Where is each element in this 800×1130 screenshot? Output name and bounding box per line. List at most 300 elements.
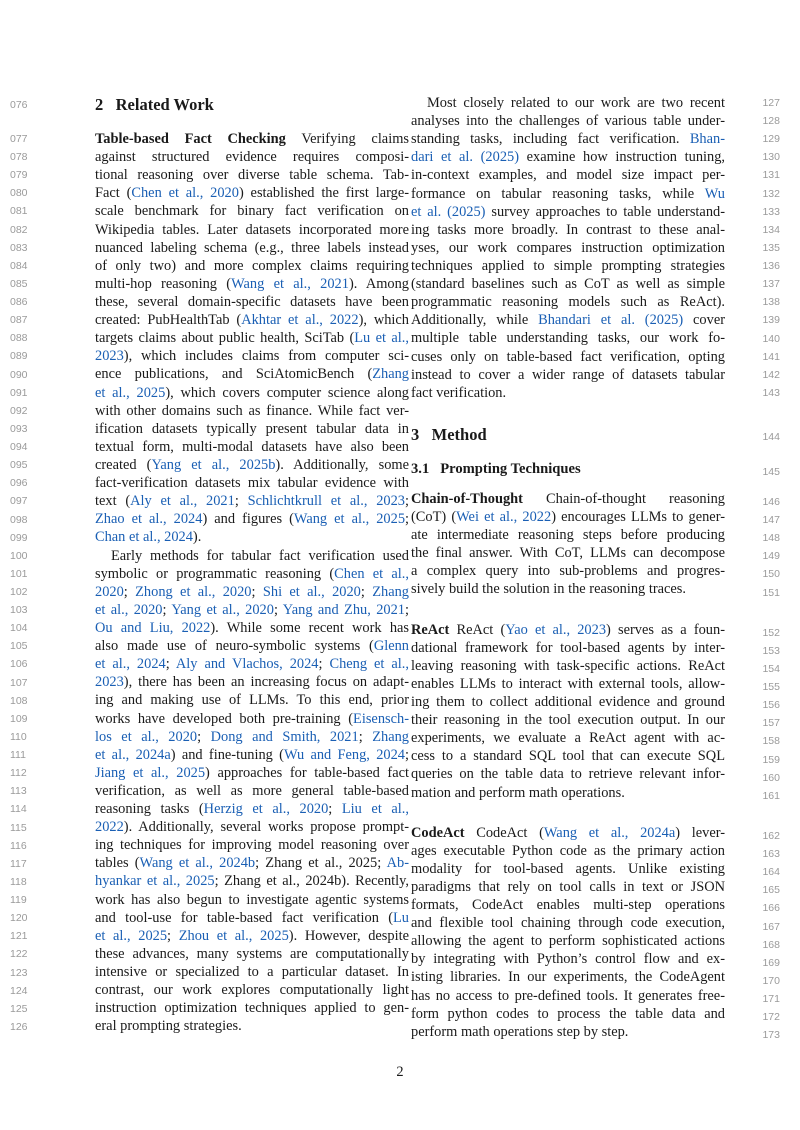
citation-link[interactable]: et al., 2024a bbox=[95, 746, 171, 763]
text-line bbox=[411, 239, 725, 257]
text-span: Fact ( bbox=[95, 185, 132, 202]
text-line bbox=[95, 854, 409, 872]
text-line bbox=[411, 968, 725, 986]
subsection-heading-prompting bbox=[411, 460, 725, 479]
line-number: 094 bbox=[10, 441, 28, 454]
line-number: 099 bbox=[10, 531, 28, 544]
text-span: examine how instruction tuning, bbox=[519, 149, 725, 166]
line-number: 116 bbox=[10, 839, 27, 852]
line-number: 133 bbox=[762, 205, 780, 218]
text-span: ; bbox=[197, 728, 211, 745]
citation-link[interactable]: Wu and Feng, 2024 bbox=[283, 746, 405, 763]
text-span: ing tasks more broadly. In contrast to these anal- bbox=[411, 221, 725, 238]
text-span: has no access to pre-defined tools. It generates free- bbox=[411, 987, 725, 1004]
text-line bbox=[411, 765, 725, 783]
text-line bbox=[411, 185, 725, 203]
text-line bbox=[95, 510, 409, 528]
citation-link[interactable]: Chen et al., bbox=[334, 565, 409, 582]
text-line bbox=[95, 691, 409, 709]
text-span: cuses only on table-based fact verification, opting bbox=[411, 348, 725, 365]
text-line bbox=[95, 800, 409, 818]
text-line bbox=[411, 639, 725, 657]
line-number: 103 bbox=[10, 604, 28, 617]
text-line bbox=[411, 293, 725, 311]
text-span: leaving reasoning with task-specific actions. ReAct bbox=[411, 657, 725, 674]
line-number: 162 bbox=[762, 829, 780, 842]
text-span: these advances, many systems are computationally bbox=[95, 945, 409, 962]
text-line bbox=[95, 275, 409, 293]
citation-link[interactable]: Aly et al., 2021 bbox=[130, 493, 235, 510]
line-number: 141 bbox=[762, 350, 780, 363]
line-number: 102 bbox=[10, 586, 28, 598]
text-span: ReAct ( bbox=[449, 621, 506, 638]
text-span: ; bbox=[405, 601, 409, 618]
text-span: perform math operations step by step. bbox=[411, 1023, 629, 1040]
text-line bbox=[411, 130, 725, 148]
text-span: ; bbox=[162, 601, 172, 618]
text-line bbox=[411, 221, 725, 239]
line-number: 098 bbox=[10, 513, 28, 526]
text-span: created: PubHealthTab ( bbox=[95, 312, 242, 329]
citation-link[interactable]: Zhao et al., 2024 bbox=[95, 511, 203, 528]
text-line bbox=[411, 348, 725, 366]
citation-link[interactable]: 2022 bbox=[95, 819, 124, 836]
line-number: 093 bbox=[10, 422, 28, 435]
citation-link[interactable]: los et al., 2020 bbox=[95, 728, 198, 745]
text-span: Early methods for tabular fact verification used bbox=[111, 547, 409, 564]
line-number: 096 bbox=[10, 477, 28, 490]
text-line bbox=[95, 184, 409, 202]
text-span: ) encourages LLMs to gener- bbox=[551, 508, 725, 525]
line-number: 087 bbox=[10, 314, 28, 327]
paragraph-table-fact-checking bbox=[95, 130, 409, 547]
text-span: and tool-use for table-based fact verification ( bbox=[95, 909, 393, 926]
text-line bbox=[95, 492, 409, 510]
citation-link[interactable]: Wang et al., 2024b bbox=[139, 855, 256, 872]
line-number: 146 bbox=[762, 496, 780, 508]
line-number: 172 bbox=[762, 1011, 780, 1024]
line-number: 095 bbox=[10, 459, 28, 472]
line-number: 134 bbox=[762, 223, 780, 236]
text-span: and flexible tool chaining through code execution, bbox=[411, 915, 725, 932]
text-span: allowing the agent to perform sophisticated actions bbox=[411, 933, 725, 950]
text-line bbox=[411, 914, 725, 932]
text-span: sively build the solution in the reasoning traces. bbox=[411, 581, 686, 598]
line-number: 161 bbox=[762, 789, 780, 802]
citation-link[interactable]: Schlichtkrull et al., 2023 bbox=[247, 493, 405, 510]
line-number: 089 bbox=[10, 350, 28, 363]
citation-link[interactable]: et al., 2025 bbox=[95, 384, 166, 401]
text-span: contrast, our work explores computationally light bbox=[95, 982, 409, 999]
line-number: 107 bbox=[10, 676, 28, 689]
text-span: Chain-of-thought reasoning bbox=[522, 490, 725, 507]
line-number: 132 bbox=[762, 187, 780, 200]
text-line bbox=[411, 148, 725, 166]
text-span: the final answer. With CoT, LLMs can decompose bbox=[411, 545, 725, 562]
line-number: 118 bbox=[10, 875, 27, 888]
text-span: instead to cover a wider range of datasets tabular bbox=[411, 366, 725, 383]
line-number: 122 bbox=[10, 948, 28, 961]
text-span: paradigms that rely on tool calls in text or JSON bbox=[411, 878, 725, 895]
citation-link[interactable]: Chen et al., 2020 bbox=[131, 185, 239, 202]
text-span: CodeAct ( bbox=[464, 824, 544, 841]
text-line bbox=[411, 747, 725, 765]
text-span: enables LLMs to interact with external tools, allow- bbox=[411, 675, 725, 692]
line-number: 135 bbox=[762, 241, 780, 254]
citation-link[interactable]: Zhong et al., 2020 bbox=[135, 583, 252, 600]
citation-link[interactable]: Wang et al., 2024a bbox=[543, 824, 676, 841]
text-line bbox=[95, 528, 409, 546]
citation-link[interactable]: Yao et al., 2023 bbox=[505, 621, 607, 638]
citation-link[interactable]: Shi et al., 2020 bbox=[262, 583, 361, 600]
citation-link[interactable]: Bhandari et al. (2025) bbox=[538, 312, 684, 329]
subsection-title: Prompting Techniques bbox=[440, 460, 581, 477]
text-span: targets claims about public health, SciTab ( bbox=[95, 330, 355, 347]
text-span: ing and making use of LLMs. To this end, prior bbox=[95, 692, 409, 709]
citation-link[interactable]: Zhang bbox=[372, 583, 409, 600]
text-span: tables ( bbox=[95, 855, 140, 872]
citation-link[interactable]: Herzig et al., 2020 bbox=[203, 801, 329, 818]
text-span: form python codes to process the table data and bbox=[411, 1005, 725, 1022]
citation-link[interactable]: Aly and Vlachos, 2024 bbox=[175, 656, 319, 673]
line-number: 117 bbox=[10, 857, 27, 870]
line-number: 110 bbox=[10, 730, 27, 743]
text-line bbox=[411, 675, 725, 693]
text-span: eral prompting strategies. bbox=[95, 1018, 242, 1035]
paragraph-codeact bbox=[411, 824, 725, 1041]
citation-link[interactable]: et al. (2025) bbox=[411, 203, 486, 220]
citation-link[interactable]: Wang et al., 2021 bbox=[231, 275, 349, 292]
text-span: ing them to collect additional evidence and ground bbox=[411, 693, 725, 710]
text-span: their reasoning in the tool execution output. In our bbox=[411, 712, 725, 729]
text-line bbox=[411, 166, 725, 184]
text-span: ). While some recent work has bbox=[210, 619, 410, 636]
citation-link[interactable]: Wei et al., 2022 bbox=[456, 508, 552, 525]
text-line bbox=[411, 329, 725, 347]
line-number: 105 bbox=[10, 640, 28, 653]
citation-link[interactable]: Zhou et al., 2025 bbox=[178, 927, 289, 944]
text-span: analyses into the challenges of various table under- bbox=[411, 113, 725, 130]
text-span: ), which includes claims from computer sci- bbox=[123, 348, 409, 365]
citation-link[interactable]: 2023 bbox=[95, 348, 124, 365]
line-number: 166 bbox=[762, 902, 780, 915]
citation-link[interactable]: Akhtar et al., 2022 bbox=[241, 312, 359, 329]
text-span: formats, CodeAct enables multi-step operations bbox=[411, 897, 725, 914]
text-line bbox=[95, 836, 409, 854]
text-span: ing techniques for improving model reasoning over bbox=[95, 837, 409, 854]
citation-link[interactable]: Zhang bbox=[372, 728, 409, 745]
text-span: ). However, despite bbox=[288, 927, 409, 944]
text-line bbox=[95, 909, 409, 927]
text-line bbox=[411, 932, 725, 950]
text-span: ; bbox=[328, 801, 342, 818]
line-number: 079 bbox=[10, 169, 28, 182]
paragraph-early-methods bbox=[95, 547, 409, 1036]
citation-link[interactable]: Jiang et al., 2025 bbox=[95, 764, 206, 781]
line-number: 128 bbox=[762, 115, 780, 128]
text-line bbox=[95, 365, 409, 383]
text-span: cess to a standard SQL tool that can execute SQL bbox=[411, 748, 725, 765]
line-number: 136 bbox=[762, 260, 780, 273]
line-number: 127 bbox=[762, 97, 780, 109]
paragraph-related-analyses bbox=[411, 94, 725, 402]
line-number: 084 bbox=[10, 259, 28, 272]
line-number: 123 bbox=[10, 966, 28, 979]
text-span: modality for tool-based agents. Unlike existing bbox=[411, 860, 725, 877]
line-number: 171 bbox=[762, 993, 780, 1005]
text-span: ; bbox=[404, 746, 409, 763]
citation-link[interactable]: Dong and Smith, 2021 bbox=[210, 728, 359, 745]
line-number: 077 bbox=[10, 133, 28, 145]
citation-link[interactable]: Eisensch- bbox=[353, 710, 409, 727]
line-number: 129 bbox=[762, 133, 780, 146]
line-number: 111 bbox=[10, 749, 26, 762]
line-number: 086 bbox=[10, 296, 28, 309]
text-span: in-context examples, and model size impact per- bbox=[411, 167, 725, 184]
text-line bbox=[95, 764, 409, 782]
text-line bbox=[411, 275, 725, 293]
text-span: ) and figures ( bbox=[202, 511, 294, 528]
text-span: ; Zhang et al., 2024b). Recently, bbox=[214, 873, 409, 890]
text-line bbox=[411, 366, 725, 384]
line-number: 088 bbox=[10, 332, 28, 345]
paragraph-title: Chain-of-Thought bbox=[411, 490, 523, 507]
line-number: 156 bbox=[762, 699, 780, 712]
text-line: these, several domain-specific datasets have been bbox=[95, 293, 409, 310]
text-span: (CoT) ( bbox=[411, 508, 457, 525]
line-number: 076 bbox=[10, 99, 28, 111]
text-span: intensive or specialized to a particular dataset. In bbox=[95, 964, 409, 981]
citation-link[interactable]: et al., 2020 bbox=[95, 601, 163, 618]
citation-link[interactable]: Wang et al., 2025 bbox=[293, 511, 406, 528]
text-span: ; Zhang et al., 2025; bbox=[255, 855, 387, 872]
line-number: 151 bbox=[762, 586, 780, 599]
citation-link[interactable]: et al., 2025 bbox=[95, 927, 168, 944]
text-span: ; bbox=[165, 656, 176, 673]
line-number: 170 bbox=[762, 974, 780, 987]
text-line bbox=[95, 710, 409, 728]
citation-link[interactable]: Zhang bbox=[372, 366, 409, 383]
line-number: 153 bbox=[762, 644, 780, 657]
line-number: 149 bbox=[762, 550, 780, 563]
text-span: a complex query into sub-problems and progres- bbox=[411, 563, 725, 580]
text-span: ) established the first large- bbox=[238, 185, 409, 202]
citation-link[interactable]: Yang et al., 2025b bbox=[151, 456, 276, 473]
text-span: ; bbox=[251, 583, 263, 600]
line-number: 080 bbox=[10, 187, 28, 200]
text-line bbox=[95, 456, 409, 474]
citation-link[interactable]: Yang and Zhu, 2021 bbox=[282, 601, 405, 618]
text-line bbox=[411, 878, 725, 896]
text-span: ; bbox=[405, 511, 410, 528]
text-span: formance on tabular reasoning tasks, while bbox=[411, 185, 705, 202]
line-number: 148 bbox=[762, 532, 780, 545]
line-number: 160 bbox=[762, 771, 780, 784]
text-line bbox=[95, 673, 409, 691]
text-line bbox=[411, 842, 725, 860]
citation-link[interactable]: 2020 bbox=[95, 583, 124, 600]
line-number: 097 bbox=[10, 495, 28, 508]
text-line bbox=[411, 860, 725, 878]
line-number: 165 bbox=[762, 884, 780, 897]
text-line bbox=[411, 621, 725, 639]
line-number: 152 bbox=[762, 626, 780, 639]
line-number: 164 bbox=[762, 866, 780, 879]
text-line bbox=[411, 112, 725, 130]
text-span: isting libraries. In our experiments, the CodeAgent bbox=[411, 969, 725, 986]
text-line bbox=[411, 729, 725, 747]
text-line bbox=[411, 693, 725, 711]
text-span: techniques applied to simple prompting strategies bbox=[411, 257, 725, 274]
text-line bbox=[411, 257, 725, 275]
text-line bbox=[95, 329, 409, 347]
citation-link[interactable]: Wu bbox=[704, 185, 725, 202]
text-line bbox=[411, 203, 725, 221]
paragraph-title: Table-based Fact Checking bbox=[95, 131, 286, 147]
citation-link[interactable]: hyankar et al., 2025 bbox=[95, 873, 215, 890]
citation-link[interactable]: 2023 bbox=[95, 674, 124, 691]
citation-link[interactable]: Yang et al., 2020 bbox=[171, 601, 274, 618]
text-span: experiments, we evaluate a ReAct agent with ac- bbox=[411, 730, 725, 747]
text-span: survey approaches to table understand- bbox=[485, 203, 726, 220]
left-column bbox=[95, 94, 409, 1035]
text-line bbox=[411, 562, 725, 580]
text-span: verification, as well as more general table-based bbox=[95, 782, 409, 799]
text-line: against structured evidence requires composi- bbox=[95, 149, 409, 166]
text-line bbox=[411, 711, 725, 729]
line-number: 159 bbox=[762, 753, 780, 766]
line-number: 090 bbox=[10, 368, 28, 381]
subsection-number: 3.1 bbox=[411, 460, 430, 477]
text-span: Additionally, while bbox=[411, 312, 539, 329]
line-number: 137 bbox=[762, 278, 780, 291]
text-span: dational framework for tool-based agents by inter- bbox=[411, 639, 725, 656]
citation-link[interactable]: Liu et al., bbox=[341, 801, 409, 818]
text-line bbox=[95, 891, 409, 909]
text-span: multi-hop reasoning ( bbox=[95, 275, 232, 292]
citation-link[interactable]: Bhan- bbox=[689, 131, 725, 148]
text-line bbox=[95, 728, 409, 746]
text-span: programmatic reasoning models such as ReAct). bbox=[411, 294, 725, 311]
text-line bbox=[411, 784, 725, 802]
text-line bbox=[411, 311, 725, 329]
citation-link[interactable]: et al., 2024 bbox=[95, 656, 166, 673]
paragraph-title: ReAct bbox=[411, 621, 450, 638]
line-number: 085 bbox=[10, 277, 28, 290]
text-span: ) lever- bbox=[675, 824, 726, 841]
text-line bbox=[411, 824, 725, 842]
text-line bbox=[411, 657, 725, 675]
line-number: 163 bbox=[762, 848, 780, 861]
line-number: 168 bbox=[762, 938, 780, 951]
line-number: 113 bbox=[10, 785, 27, 798]
line-number: 104 bbox=[10, 622, 28, 635]
text-line bbox=[411, 987, 725, 1005]
line-number: 101 bbox=[10, 567, 28, 580]
section-title: Related Work bbox=[115, 95, 214, 114]
section-number: 2 bbox=[95, 95, 104, 114]
right-column bbox=[411, 94, 725, 1041]
line-number: 145 bbox=[762, 466, 780, 478]
text-span: multiple table understanding tasks, our work fo- bbox=[411, 330, 725, 347]
text-line: with other domains such as finance. While fact ver- bbox=[95, 402, 409, 419]
text-line bbox=[95, 927, 409, 945]
line-number: 143 bbox=[762, 386, 780, 399]
text-line bbox=[411, 544, 725, 562]
paragraph-react bbox=[411, 621, 725, 802]
citation-link[interactable]: dari et al. (2025) bbox=[411, 149, 520, 166]
text-line: Verifying claims bbox=[285, 131, 409, 147]
section-number: 3 bbox=[411, 424, 420, 444]
line-number: 082 bbox=[10, 223, 28, 236]
text-line bbox=[95, 565, 409, 583]
line-number: 167 bbox=[762, 920, 780, 933]
text-line bbox=[95, 637, 409, 655]
text-line bbox=[95, 384, 409, 402]
citation-link[interactable]: Cheng et al., bbox=[329, 656, 409, 673]
text-line bbox=[95, 547, 409, 565]
citation-link[interactable]: Lu et al., bbox=[354, 330, 409, 347]
line-number: 100 bbox=[10, 549, 28, 562]
line-number: 092 bbox=[10, 404, 28, 417]
text-line: of only two) and more complex claims requiring bbox=[95, 257, 409, 274]
text-span: ) and fine-tuning ( bbox=[170, 746, 284, 763]
line-number: 150 bbox=[762, 568, 780, 581]
text-span: work has also begun to investigate agentic systems bbox=[95, 891, 409, 908]
line-number: 144 bbox=[762, 431, 780, 443]
text-line bbox=[95, 347, 409, 365]
text-span: (standard baselines such as CoT as well as simple bbox=[411, 276, 725, 293]
citation-link[interactable]: Ou and Liu, 2022 bbox=[95, 619, 211, 636]
line-number: 114 bbox=[10, 803, 27, 816]
line-number: 173 bbox=[762, 1029, 780, 1042]
text-span: ages executable Python code as the primary action bbox=[411, 842, 725, 859]
text-span: ), there has been an increasing focus on adapt- bbox=[123, 674, 409, 691]
text-line bbox=[95, 1017, 409, 1035]
text-span: ). Additionally, several works propose prompt- bbox=[123, 819, 409, 836]
text-line bbox=[95, 981, 409, 999]
citation-link[interactable]: Lu bbox=[393, 909, 409, 926]
citation-link[interactable]: Ab- bbox=[386, 855, 409, 872]
text-span: ). Additionally, some bbox=[275, 456, 410, 473]
line-number: 158 bbox=[762, 735, 780, 748]
text-line bbox=[411, 526, 725, 544]
line-number: 147 bbox=[762, 514, 780, 527]
line-number: 126 bbox=[10, 1020, 28, 1033]
text-span: ; bbox=[234, 493, 248, 510]
text-line: ification datasets typically present tabular data in bbox=[95, 420, 409, 437]
text-line bbox=[95, 872, 409, 890]
line-number: 124 bbox=[10, 984, 28, 997]
text-span: ) serves as a foun- bbox=[606, 621, 725, 638]
text-line bbox=[95, 818, 409, 836]
line-number: 112 bbox=[10, 767, 27, 780]
section-title: Method bbox=[431, 424, 487, 444]
citation-link[interactable]: Glenn bbox=[373, 638, 409, 655]
line-number: 078 bbox=[10, 151, 28, 164]
text-span: ), which bbox=[358, 312, 409, 329]
text-span: ), which covers computer science along bbox=[165, 384, 409, 401]
text-span: ). Among bbox=[348, 275, 409, 292]
line-number: 121 bbox=[10, 930, 28, 943]
line-number: 108 bbox=[10, 694, 28, 707]
line-number: 119 bbox=[10, 894, 27, 907]
citation-link[interactable]: Chan et al., 2024 bbox=[95, 529, 193, 546]
line-number: 157 bbox=[762, 717, 780, 730]
text-span: ; bbox=[358, 728, 373, 745]
text-span: ; bbox=[360, 583, 373, 600]
text-span: yses, our work compares instruction optimization bbox=[411, 239, 725, 256]
